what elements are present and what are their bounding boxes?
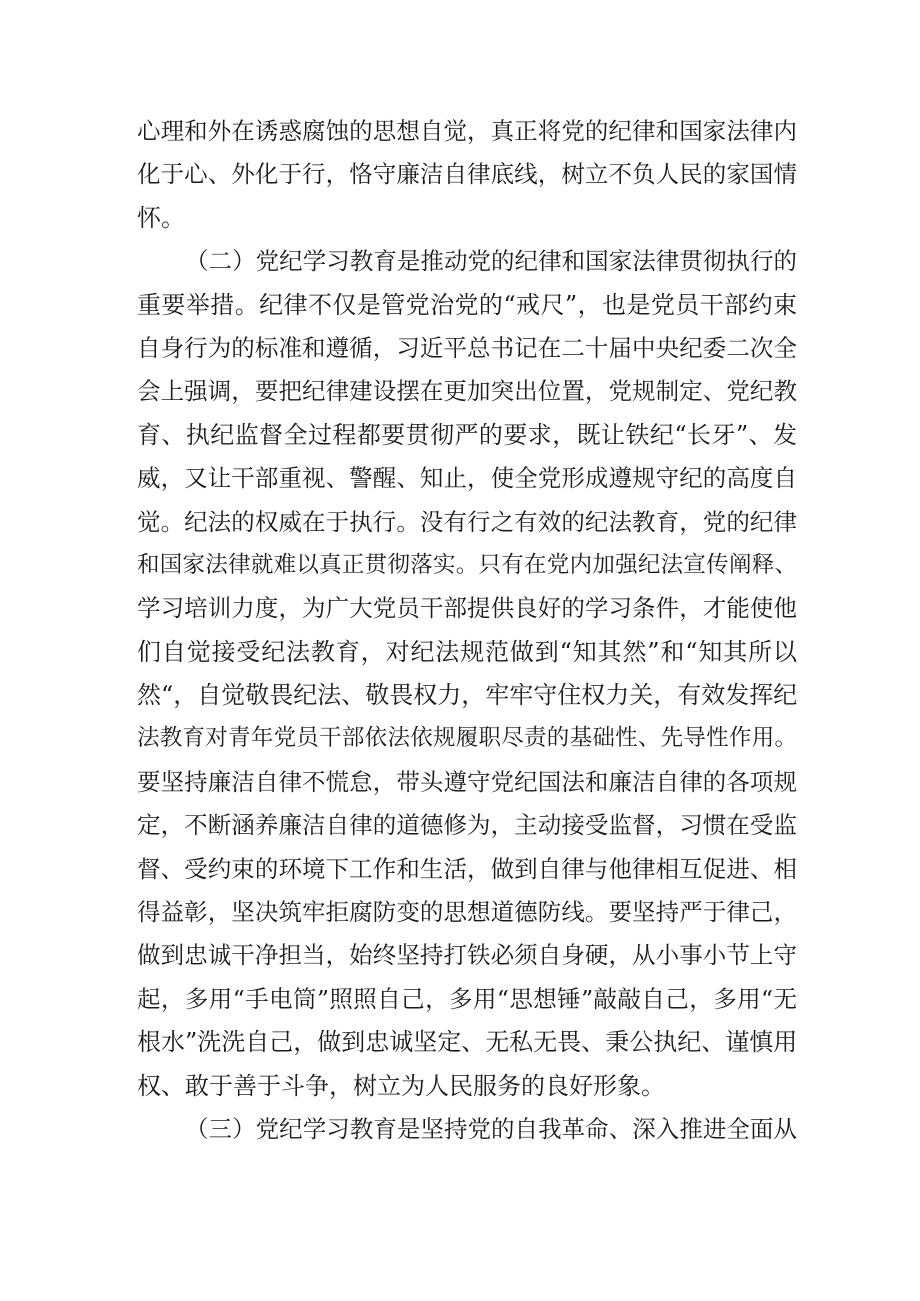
text-line: 学习培训力度，为广大党员干部提供良好的学习条件，才能使他 <box>137 594 797 623</box>
text-line: 觉。纪法的权威在于执行。没有行之有效的纪法教育，党的纪律 <box>137 507 797 536</box>
body-text <box>137 110 797 1151</box>
text-line: 们自觉接受纪法教育，对纪法规范做到“知其然”和“知其所以 <box>137 637 797 666</box>
text-line: 育、执纪监督全过程都要贯彻严的要求，既让铁纪“长牙”、发 <box>137 420 797 449</box>
text-line: 会上强调，要把纪律建设摆在更加突出位置，党规制定、党纪教 <box>137 377 797 406</box>
paragraph-heading-2: （二）党纪学习教育是推动党的纪律和国家法律贯彻执行的 <box>185 247 797 276</box>
text-line: 怀。 <box>137 203 185 232</box>
text-line: 起，多用“手电筒”照照自己，多用“思想锤”敲敲自己，多用“无 <box>137 984 797 1013</box>
text-line: 然“，自觉敬畏纪法、敬畏权力，牢牢守住权力关，有效发挥纪 <box>137 681 798 710</box>
text-line: 威，又让干部重视、警醒、知止，使全党形成遵规守纪的高度自 <box>137 464 797 493</box>
text-line: 定，不断涵养廉洁自律的道德修为，主动接受监督，习惯在受监 <box>137 811 797 840</box>
text-line: 得益彰，坚决筑牢拒腐防变的思想道德防线。要坚持严于律己， <box>137 898 797 927</box>
text-line: 根水”洗洗自己，做到忠诚坚定、无私无畏、秉公执纪、谨慎用 <box>137 1028 798 1057</box>
text-line: 做到忠诚干净担当，始终坚持打铁必须自身硬，从小事小节上守 <box>137 941 797 970</box>
text-line: 心理和外在诱惑腐蚀的思想自觉，真正将党的纪律和国家法律内 <box>137 117 797 145</box>
text-line: 法教育对青年党员干部依法依规履职尽责的基础性、先导性作用。 <box>137 725 797 752</box>
text-line: 自身行为的标准和遵循，习近平总书记在二十届中央纪委二次全 <box>137 333 797 362</box>
text-line: 化于心、外化于行，恪守廉洁自律底线，树立不负人民的家国情 <box>137 160 797 189</box>
text-line: 重要举措。纪律不仅是管党治党的“戒尺”，也是党员干部约束 <box>137 290 797 319</box>
paragraph-heading-3: （三）党纪学习教育是坚持党的自我革命、深入推进全面从 <box>185 1114 797 1143</box>
text-line: 权、敢于善于斗争，树立为人民服务的良好形象。 <box>137 1071 665 1100</box>
text-line: 要坚持廉洁自律不慌怠，带头遵守党纪国法和廉洁自律的各项规 <box>137 767 797 796</box>
text-line: 和国家法律就难以真正贯彻落实。只有在党内加强纪法宣传阐释、 <box>137 551 797 578</box>
text-line: 督、受约束的环境下工作和生活，做到自律与他律相互促进、相 <box>137 854 797 883</box>
